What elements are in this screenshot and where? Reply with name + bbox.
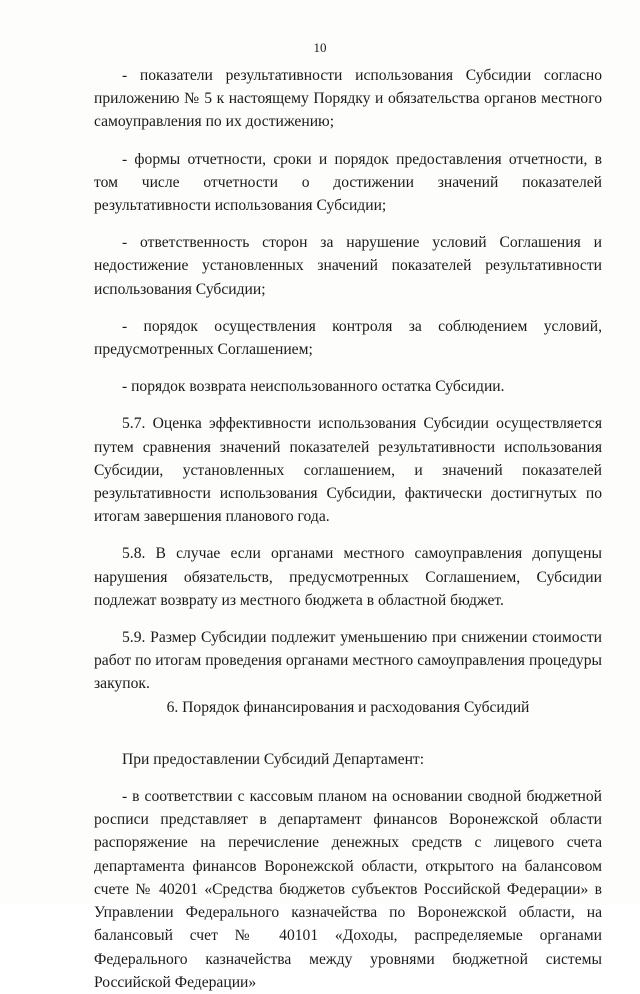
- paragraph-return-procedure: - порядок возврата неиспользованного остатка Субсидии.: [122, 378, 505, 396]
- paragraph-department-intro: При предоставлении Субсидий Департамент:: [122, 750, 425, 768]
- paragraph-control-procedure: - порядок осуществления контроля за соблюдением условий, предусмотренных Соглашением;: [94, 317, 602, 359]
- paragraph-cash-plan: - в соответствии с кассовым планом на основании сводной бюджетной росписи представляет в департамент финансов Воронежской области распоряжение на перечисление денежных средств с лицевого счета департамента финансов Воронежской области, открытого на балансовом счете № 40201 «Средства бюджетов субъектов Российской Федерации» в Управлении Федерального казначейства по Воронежской области, на балансовый счет № 40101 «Доходы, распределяемые органами Федерального казначейства между уровнями бюджетной системы Российской Федерации»: [94, 788, 602, 991]
- paragraph-5-8: 5.8. В случае если органами местного самоуправления допущены нарушения обязательств, предусмотренных Соглашением, Субсидии подлежат возврату из местного бюджета в областной бюджет.: [94, 545, 602, 609]
- paragraph-5-7: 5.7. Оценка эффективности использования Субсидии осуществляется путем сравнения значений показателей результативности использования Субсидии, установленных соглашением, и значений показателей результативности использования Субсидии, фактически достигнутых по итогам завершения планового года.: [94, 415, 602, 526]
- paragraph-5-9: 5.9. Размер Субсидии подлежит уменьшению при снижении стоимости работ по итогам проведения органами местного самоуправления процедуры закупок.: [94, 629, 602, 693]
- paragraph-reporting-forms: - формы отчетности, сроки и порядок предоставления отчетности, в том числе отчетности о достижении значений показателей результативности использования Субсидии;: [94, 150, 602, 215]
- paragraph-responsibility: - ответственность сторон за нарушение условий Соглашения и недостижение установленных значений показателей результативности использования Субсидии;: [94, 234, 602, 298]
- paragraph-results-indicators: - показатели результативности использования Субсидии согласно приложению № 5 к настоящему Порядку и обязательства органов местного самоуправления по их достижению;: [94, 67, 602, 131]
- section-heading-6: 6. Порядок финансирования и расходования Субсидий: [166, 698, 530, 716]
- page-number: 10: [313, 40, 327, 55]
- document-body: [94, 64, 602, 994]
